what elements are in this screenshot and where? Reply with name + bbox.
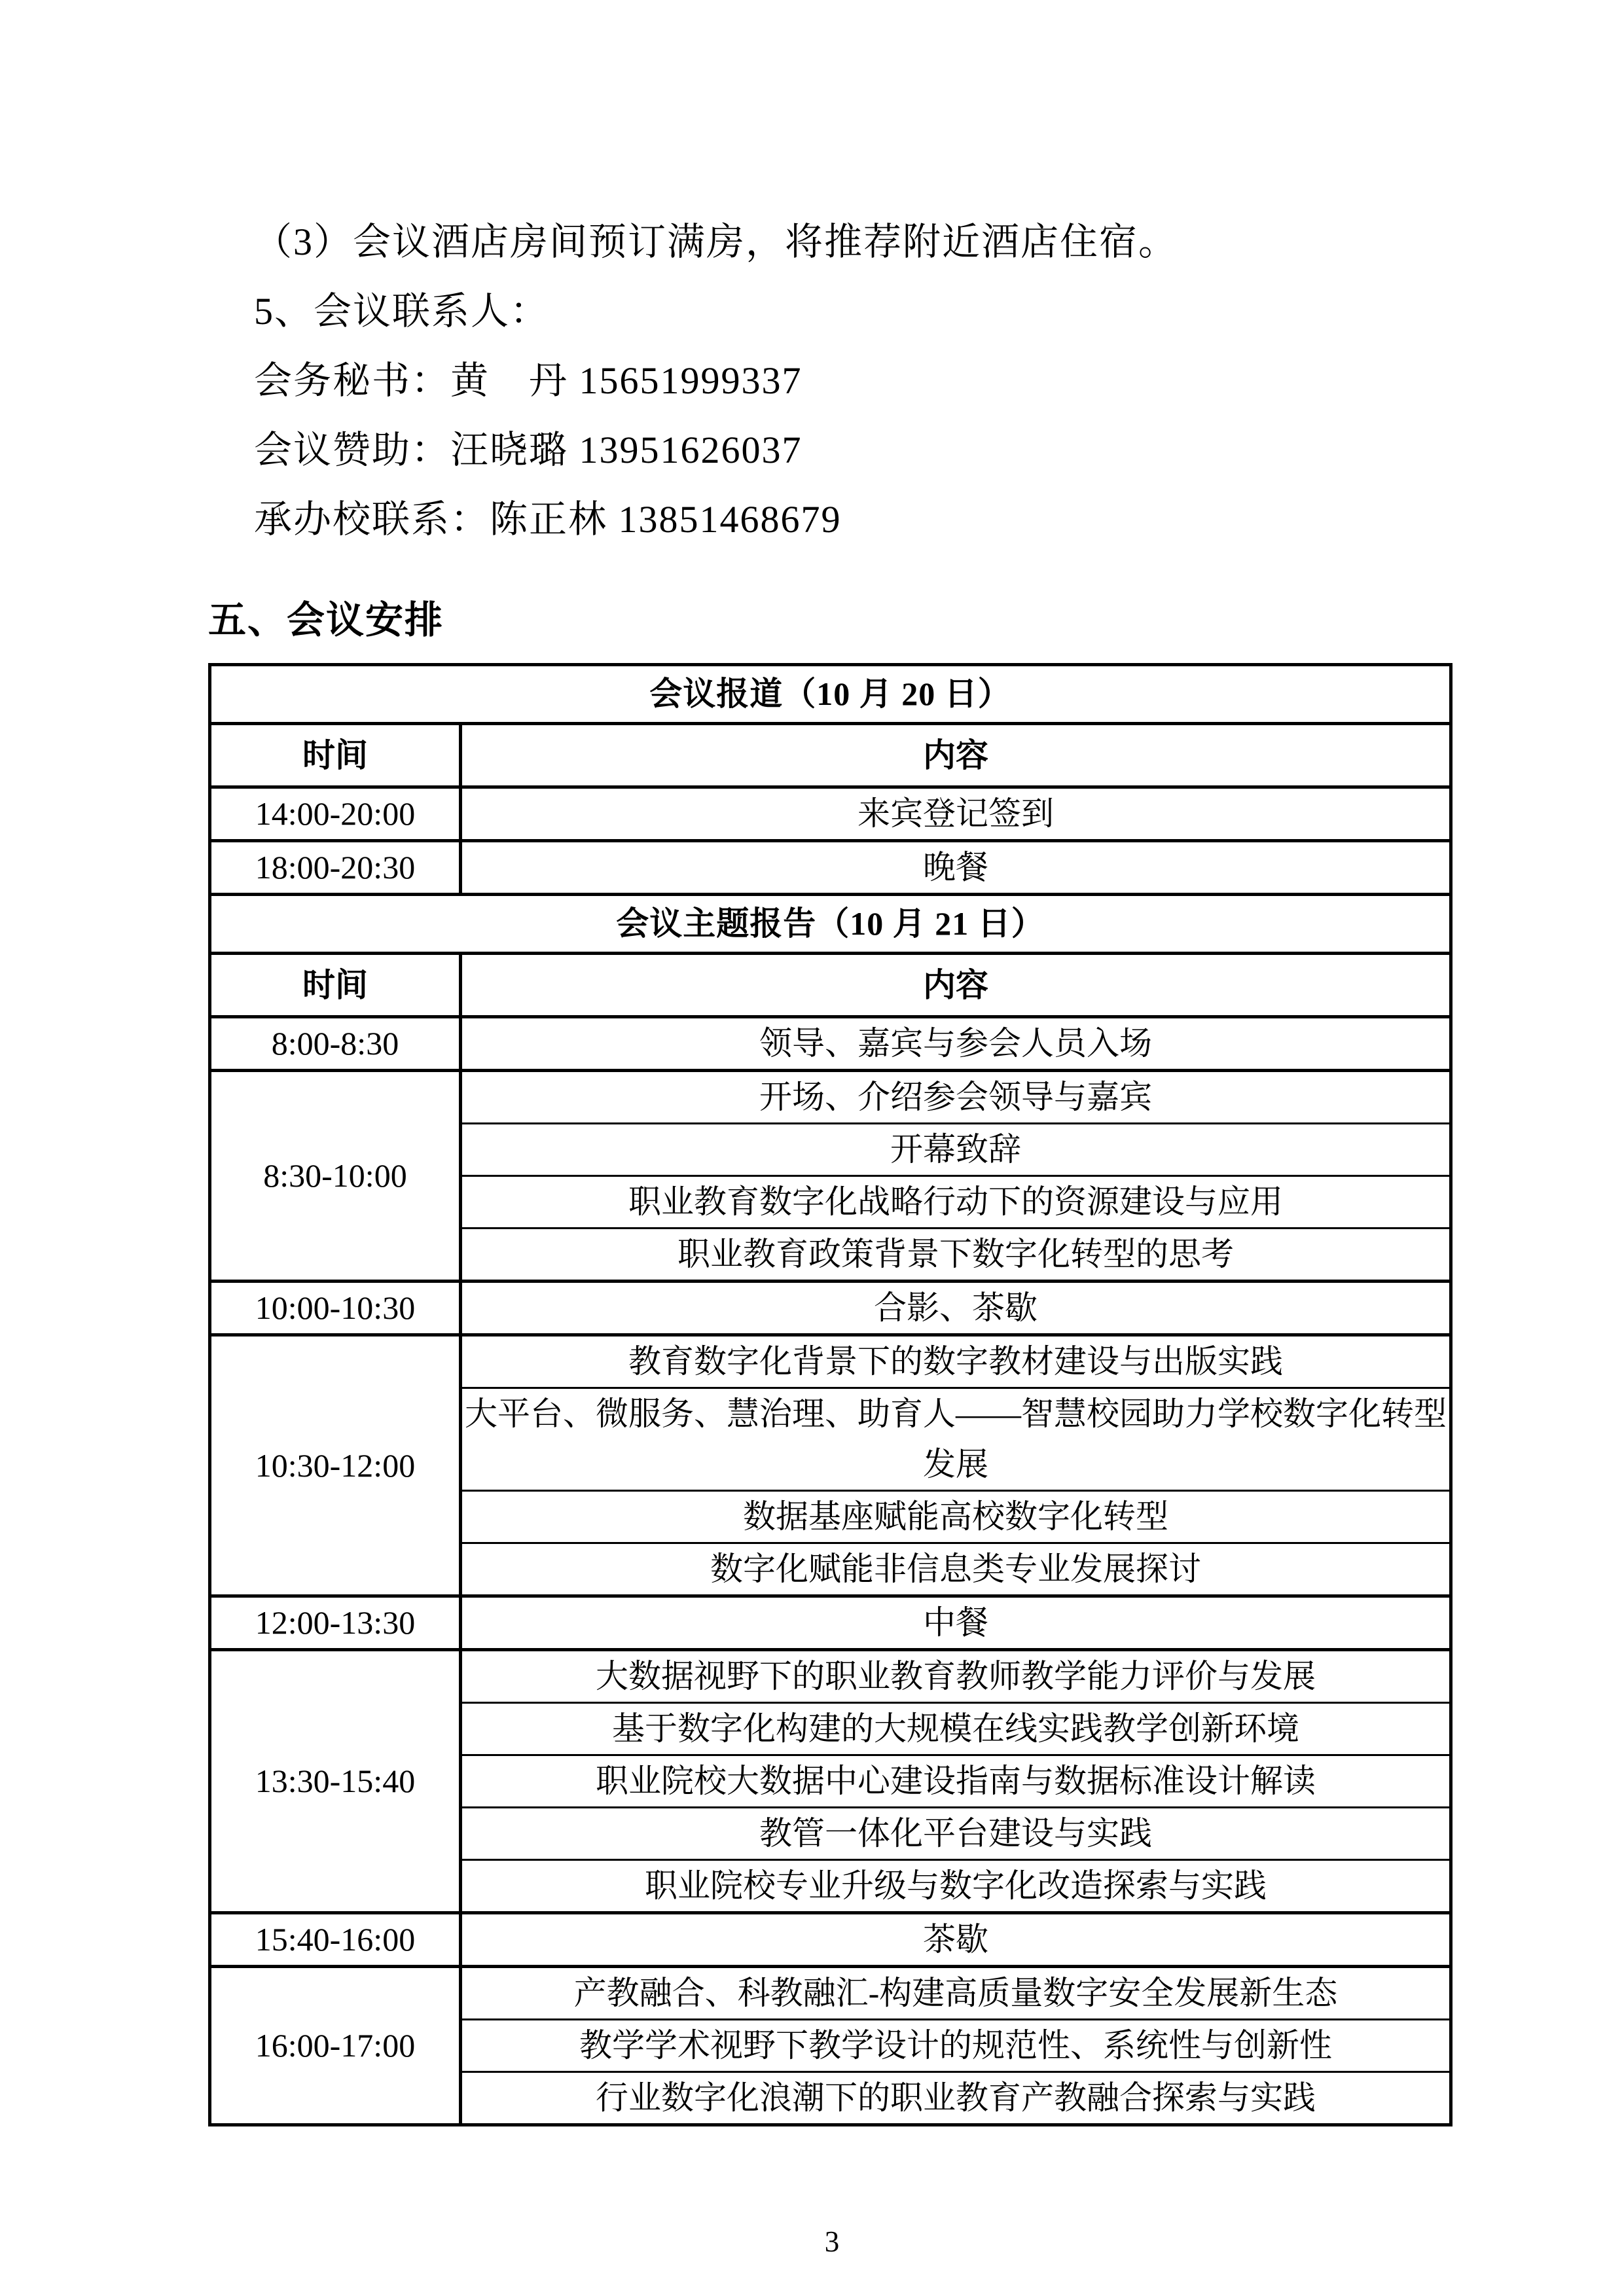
content-cell: 产教融合、科教融汇-构建高质量数字安全发展新生态 <box>460 1967 1451 2020</box>
page-content <box>208 0 1456 2259</box>
page-number: 3 <box>824 2225 840 2258</box>
content-cell: 开场、介绍参会领导与嘉宾 <box>460 1071 1451 1124</box>
schedule-table <box>208 663 1453 2126</box>
content-cell: 基于数字化构建的大规模在线实践教学创新环境 <box>460 1703 1451 1755</box>
content-cell: 教学学术视野下教学设计的规范性、系统性与创新性 <box>460 2020 1451 2072</box>
schedule-row <box>210 1071 1451 1124</box>
content-cell: 数据基座赋能高校数字化转型 <box>460 1491 1451 1543</box>
time-cell: 8:00-8:30 <box>210 1017 461 1071</box>
content-cell: 来宾登记签到 <box>460 787 1451 841</box>
time-cell: 12:00-13:30 <box>210 1596 461 1650</box>
section-heading: 五、会议安排 <box>208 599 444 641</box>
schedule-row <box>210 1650 1451 1703</box>
time-cell: 13:30-15:40 <box>210 1650 461 1913</box>
time-cell: 16:00-17:00 <box>210 1967 461 2125</box>
paragraph-contacts-title: 5、会议联系人： <box>254 290 550 332</box>
schedule-row <box>210 1596 1451 1650</box>
schedule-row <box>210 1282 1451 1335</box>
content-cell: 职业院校大数据中心建设指南与数据标准设计解读 <box>460 1755 1451 1808</box>
table-section-title: 会议报道（10 月 20 日） <box>210 665 1451 724</box>
content-cell: 教育数字化背景下的数字教材建设与出版实践 <box>460 1335 1451 1388</box>
schedule-row <box>210 1017 1451 1071</box>
content-cell: 中餐 <box>460 1596 1451 1650</box>
content-cell: 行业数字化浪潮下的职业教育产教融合探索与实践 <box>460 2072 1451 2125</box>
paragraph-hotel-note: （3）会议酒店房间预订满房，将推荐附近酒店住宿。 <box>254 221 1178 263</box>
paragraph-host-school: 承办校联系：陈正林 13851468679 <box>254 498 842 541</box>
content-cell: 数字化赋能非信息类专业发展探讨 <box>460 1543 1451 1596</box>
time-cell: 15:40-16:00 <box>210 1913 461 1967</box>
content-cell: 大数据视野下的职业教育教师教学能力评价与发展 <box>460 1650 1451 1703</box>
content-cell: 茶歇 <box>460 1913 1451 1967</box>
schedule-row <box>210 1913 1451 1967</box>
content-cell: 领导、嘉宾与参会人员入场 <box>460 1017 1451 1071</box>
contact-paragraphs <box>208 207 1456 554</box>
schedule-table-body <box>210 665 1451 2125</box>
content-cell: 职业院校专业升级与数字化改造探索与实践 <box>460 1860 1451 1913</box>
table-section-title-row <box>210 665 1451 724</box>
schedule-row <box>210 787 1451 841</box>
time-cell: 10:30-12:00 <box>210 1335 461 1596</box>
time-cell: 10:00-10:30 <box>210 1282 461 1335</box>
column-header-time: 时间 <box>210 954 461 1017</box>
schedule-row <box>210 1967 1451 2020</box>
schedule-row <box>210 841 1451 895</box>
content-cell: 晚餐 <box>460 841 1451 895</box>
content-cell: 教管一体化平台建设与实践 <box>460 1808 1451 1860</box>
column-header-time: 时间 <box>210 724 461 787</box>
time-cell: 18:00-20:30 <box>210 841 461 895</box>
column-header-content: 内容 <box>460 724 1451 787</box>
content-cell: 合影、茶歇 <box>460 1282 1451 1335</box>
schedule-row <box>210 1335 1451 1388</box>
table-header-row <box>210 724 1451 787</box>
table-section-title: 会议主题报告（10 月 21 日） <box>210 895 1451 954</box>
content-cell: 开幕致辞 <box>460 1124 1451 1176</box>
content-cell: 职业教育政策背景下数字化转型的思考 <box>460 1229 1451 1282</box>
paragraph-secretary: 会务秘书：黄 丹 15651999337 <box>254 359 803 402</box>
column-header-content: 内容 <box>460 954 1451 1017</box>
time-cell: 14:00-20:00 <box>210 787 461 841</box>
paragraph-sponsor: 会议赞助：汪晓璐 13951626037 <box>254 429 803 471</box>
content-cell: 职业教育数字化战略行动下的资源建设与应用 <box>460 1176 1451 1229</box>
time-cell: 8:30-10:00 <box>210 1071 461 1282</box>
table-header-row <box>210 954 1451 1017</box>
table-section-title-row <box>210 895 1451 954</box>
content-cell: 大平台、微服务、慧治理、助育人——智慧校园助力学校数字化转型发展 <box>460 1388 1451 1491</box>
